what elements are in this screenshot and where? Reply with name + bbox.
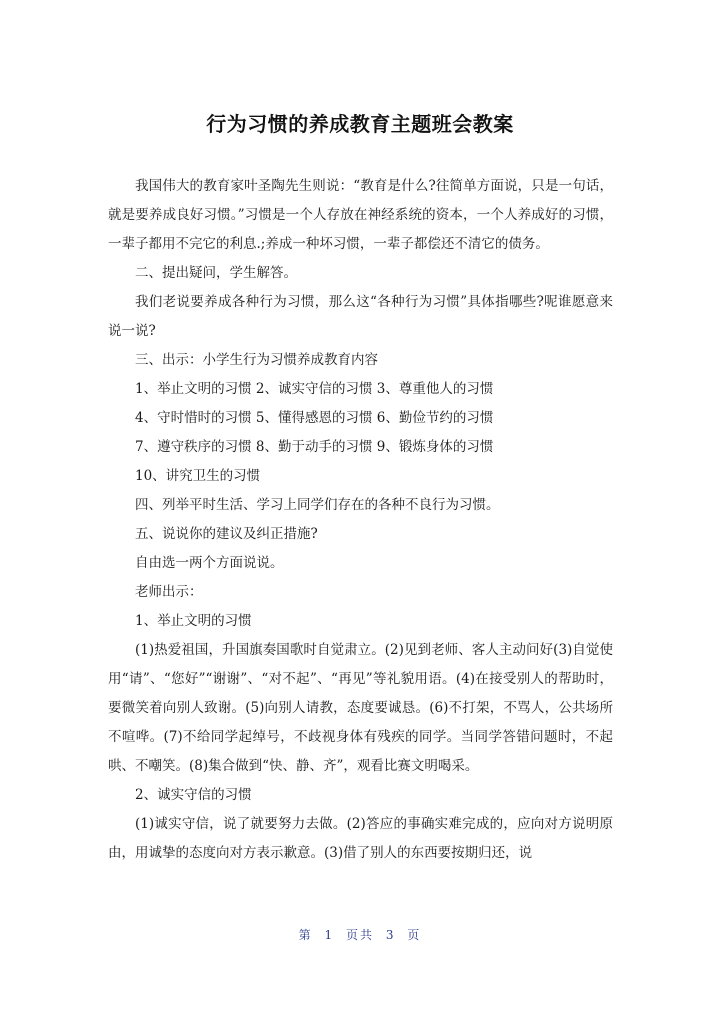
paragraph: 二、提出疑问，学生解答。 <box>135 265 297 281</box>
footer-label: 页共 <box>345 928 374 942</box>
page-footer <box>0 926 720 943</box>
paragraph: 7、遵守秩序的习惯 8、勤于动手的习惯 9、锻炼身体的习惯 <box>135 439 494 455</box>
paragraph: 4、守时惜时的习惯 5、懂得感恩的习惯 6、勤俭节约的习惯 <box>135 410 494 426</box>
paragraph: 我国伟大的教育家叶圣陶先生则说：“教育是什么?往简单方面说，只是一句话，就是要养成良好习惯。”习惯是一个人存放在神经系统的资本，一个人养成好的习惯，一辈子都用不完它的利息.;养成一种坏习惯，一辈子都偿还不清它的债务。 <box>108 178 613 252</box>
paragraph: 四、列举平时生活、学习上同学们存在的各种不良行为习惯。 <box>135 497 500 513</box>
document-body <box>108 172 613 868</box>
paragraph: 2、诚实守信的习惯 <box>135 787 252 803</box>
paragraph: (1)诚实守信，说了就要努力去做。(2)答应的事确实难完成的，应向对方说明原由，用诚挚的态度向对方表示歉意。(3)借了别人的东西要按期归还，说 <box>108 816 613 861</box>
document-title: 行为习惯的养成教育主题班会教案 <box>206 112 514 136</box>
paragraph: 1、举止文明的习惯 2、诚实守信的习惯 3、尊重他人的习惯 <box>135 381 494 397</box>
paragraph: 五、说说你的建议及纠正措施? <box>135 526 318 542</box>
paragraph: 我们老说要养成各种行为习惯，那么这“各种行为习惯”具体指哪些?呢谁愿意来说一说? <box>108 294 613 339</box>
paragraph: 自由选一两个方面说说。 <box>135 555 284 571</box>
paragraph: 三、出示：小学生行为习惯养成教育内容 <box>135 352 378 368</box>
paragraph: 1、举止文明的习惯 <box>135 613 252 629</box>
paragraph: (1)热爱祖国，升国旗奏国歌时自觉肃立。(2)见到老师、客人主动问好(3)自觉使用“请”、“您好”“谢谢”、“对不起”、“再见”等礼貌用语。(4)在接受别人的帮助时，要微笑着向别人致谢。(5)向别人请教，态度要诚恳。(6)不打架，不骂人，公共场所不喧哗。(7)不给同学起绰号，不歧视身体有残疾的同学。当同学答错问题时，不起哄、不嘲笑。(8)集合做到“快、静、齐”，观看比赛文明喝采。 <box>108 642 613 774</box>
paragraph: 老师出示： <box>135 584 203 600</box>
paragraph: 10、讲究卫生的习惯 <box>135 468 261 484</box>
footer-label: 页 <box>407 928 422 942</box>
footer-label: 第 <box>298 928 313 942</box>
page-number: 1 <box>324 928 335 942</box>
page-total: 3 <box>385 928 396 942</box>
